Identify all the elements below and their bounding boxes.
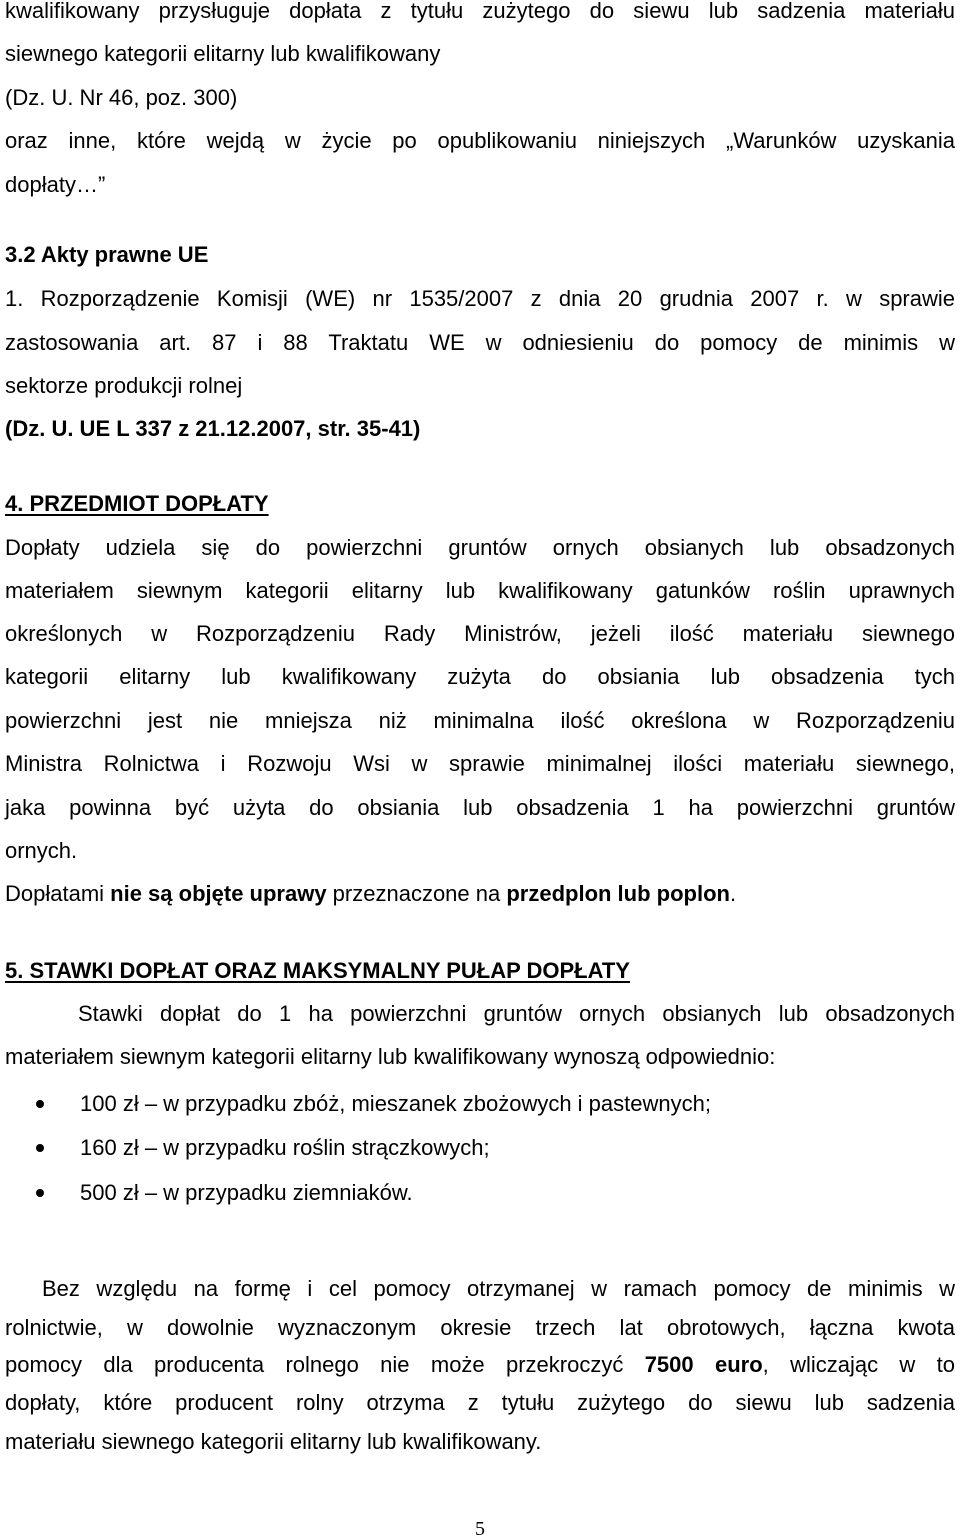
bullet-icon xyxy=(36,1100,44,1108)
text-line: zastosowania art. 87 i 88 Traktatu WE w odniesieniu do pomocy de minimis w xyxy=(5,330,955,355)
legal-citation: (Dz. U. UE L 337 z 21.12.2007, str. 35-41) xyxy=(5,416,421,441)
bullet-icon xyxy=(36,1189,44,1197)
rate-text: 100 zł – w przypadku zbóż, mieszanek zbożowych i pastewnych; xyxy=(80,1091,711,1116)
text-line: określonych w Rozporządzeniu Rady Ministrów, jeżeli ilość materiału siewnego xyxy=(5,621,955,646)
bullet-icon xyxy=(36,1144,44,1152)
limit-text: pomocy dla producenta rolnego nie może przekroczyć xyxy=(5,1352,645,1377)
rate-text: 160 zł – w przypadku roślin strączkowych; xyxy=(80,1135,490,1160)
text-line: powierzchni jest nie mniejsza niż minimalna ilość określona w Rozporządzeniu xyxy=(5,708,955,733)
text-line: oraz inne, które wejdą w życie po opublikowaniu niniejszych „Warunków uzyskania xyxy=(5,128,955,153)
text-line: Stawki dopłat do 1 ha powierzchni gruntów ornych obsianych lub obsadzonych xyxy=(78,1001,955,1026)
text-line: jaka powinna być użyta do obsiania lub obsadzenia 1 ha powierzchni gruntów xyxy=(5,795,955,820)
section-heading: 5. STAWKI DOPŁAT ORAZ MAKSYMALNY PUŁAP DOPŁATY xyxy=(5,958,630,983)
text-line: Ministra Rolnictwa i Rozwoju Wsi w sprawie minimalnej ilości materiału siewnego, xyxy=(5,751,955,776)
limit-amount: 7500 euro xyxy=(644,1352,763,1377)
note-text: Dopłatami xyxy=(5,881,111,906)
text-line: ornych. xyxy=(5,838,78,863)
note-text: przeznaczone na xyxy=(326,881,507,906)
text-line: dopłaty…” xyxy=(5,172,106,197)
note-text: . xyxy=(729,881,737,906)
text-line: kategorii elitarny lub kwalifikowany zużyta do obsiania lub obsadzenia tych xyxy=(5,664,955,689)
exclusion-note xyxy=(5,881,955,907)
note-emphasis: nie są objęte uprawy xyxy=(110,881,327,906)
text-line: Bez względu na formę i cel pomocy otrzymanej w ramach pomocy de minimis w xyxy=(42,1276,955,1301)
text-line: materiałem siewnym kategorii elitarny lub kwalifikowany gatunków roślin uprawnych xyxy=(5,578,955,603)
text-line: rolnictwie, w dowolnie wyznaczonym okresie trzech lat obrotowych, łączna kwota xyxy=(5,1315,955,1340)
section-heading: 4. PRZEDMIOT DOPŁATY xyxy=(5,491,269,516)
page-number: 5 xyxy=(475,1518,485,1540)
rate-text: 500 zł – w przypadku ziemniaków. xyxy=(80,1180,413,1205)
note-emphasis: przedplon lub poplon xyxy=(506,881,730,906)
text-line: kwalifikowany przysługuje dopłata z tytułu zużytego do siewu lub sadzenia materiału xyxy=(5,0,955,23)
text-line: dopłaty, które producent rolny otrzyma z tytułu zużytego do siewu lub sadzenia xyxy=(5,1390,955,1415)
text-line: (Dz. U. Nr 46, poz. 300) xyxy=(5,85,238,110)
limit-text: , wliczając w to xyxy=(762,1352,955,1377)
text-line: materiału siewnego kategorii elitarny lub kwalifikowany. xyxy=(5,1429,542,1454)
text-line: sektorze produkcji rolnej xyxy=(5,373,243,398)
text-line: materiałem siewnym kategorii elitarny lub kwalifikowany wynoszą odpowiednio: xyxy=(5,1044,776,1069)
section-heading: 3.2 Akty prawne UE xyxy=(5,242,209,267)
text-line xyxy=(5,1352,955,1378)
text-line: 1. Rozporządzenie Komisji (WE) nr 1535/2007 z dnia 20 grudnia 2007 r. w sprawie xyxy=(5,286,955,311)
text-line: Dopłaty udziela się do powierzchni gruntów ornych obsianych lub obsadzonych xyxy=(5,535,955,560)
text-line: siewnego kategorii elitarny lub kwalifikowany xyxy=(5,41,441,66)
